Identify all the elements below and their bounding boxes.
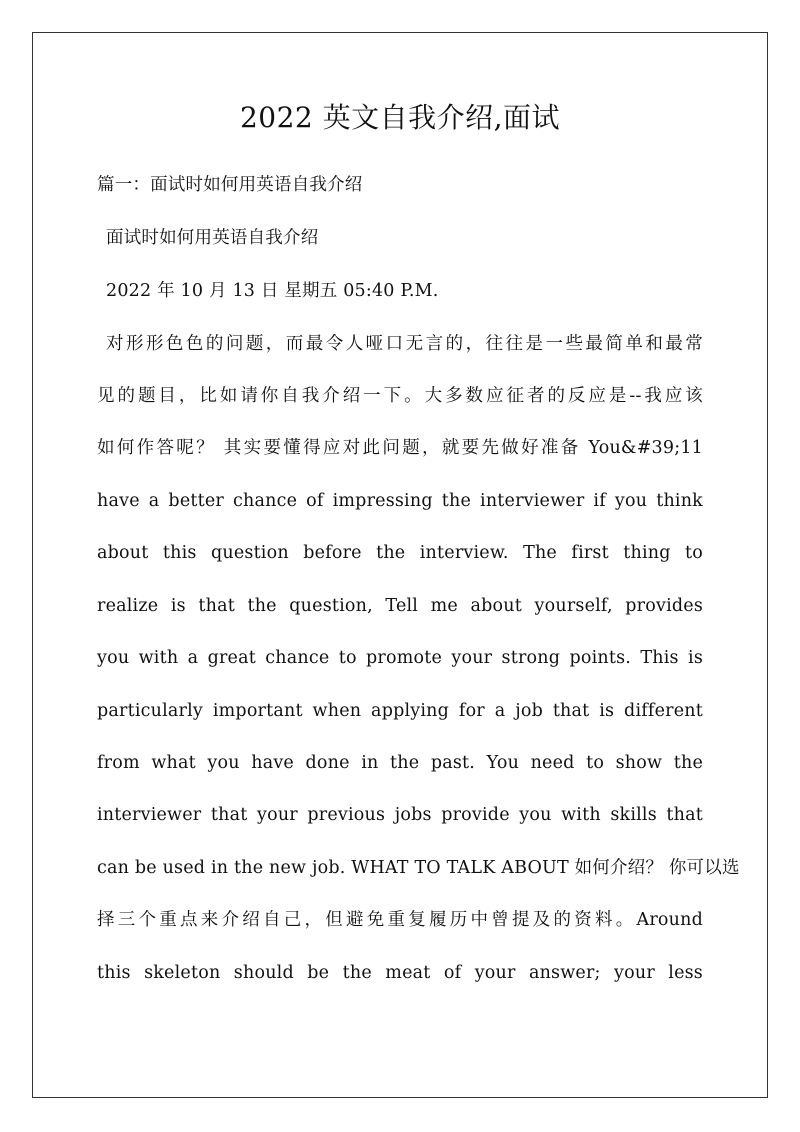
body-line: about this question before the interview. The first thing to [97,543,703,563]
body-line: from what you have done in the past. You need to show the [97,753,703,773]
body-line: interviewer that your previous jobs provide you with skills that [97,805,703,825]
section-heading: 篇一：面试时如何用英语自我介绍 [97,175,363,195]
body-line: realize is that the question, Tell me about yourself, provides [97,596,703,616]
body-line: 择三个重点来介绍自己，但避免重复履历中曾提及的资料。Around [97,910,703,930]
body-line: 如何作答呢？ 其实要懂得应对此问题，就要先做好准备 You&#39;11 [97,438,703,458]
body-line: this skeleton should be the meat of your answer; your less [97,963,703,983]
body-line: can be used in the new job. WHAT TO TALK ABOUT 如何介绍？ 你可以选 [97,858,740,878]
document-title: 2022 英文自我介绍,面试 [239,101,561,134]
body-line: 对形形色色的问题，而最令人哑口无言的，往往是一些最简单和最常 [106,334,703,354]
body-line: you with a great chance to promote your strong points. This is [97,648,703,668]
body-line: particularly important when applying for a job that is different [97,701,703,721]
date-line: 2022 年 10 月 13 日 星期五 05:40 P.M. [106,281,439,301]
body-line: have a better chance of impressing the interviewer if you think [97,491,703,511]
body-line: 见的题目，比如请你自我介绍一下。大多数应征者的反应是--我应该 [97,386,703,406]
section-subheading: 面试时如何用英语自我介绍 [106,228,319,248]
